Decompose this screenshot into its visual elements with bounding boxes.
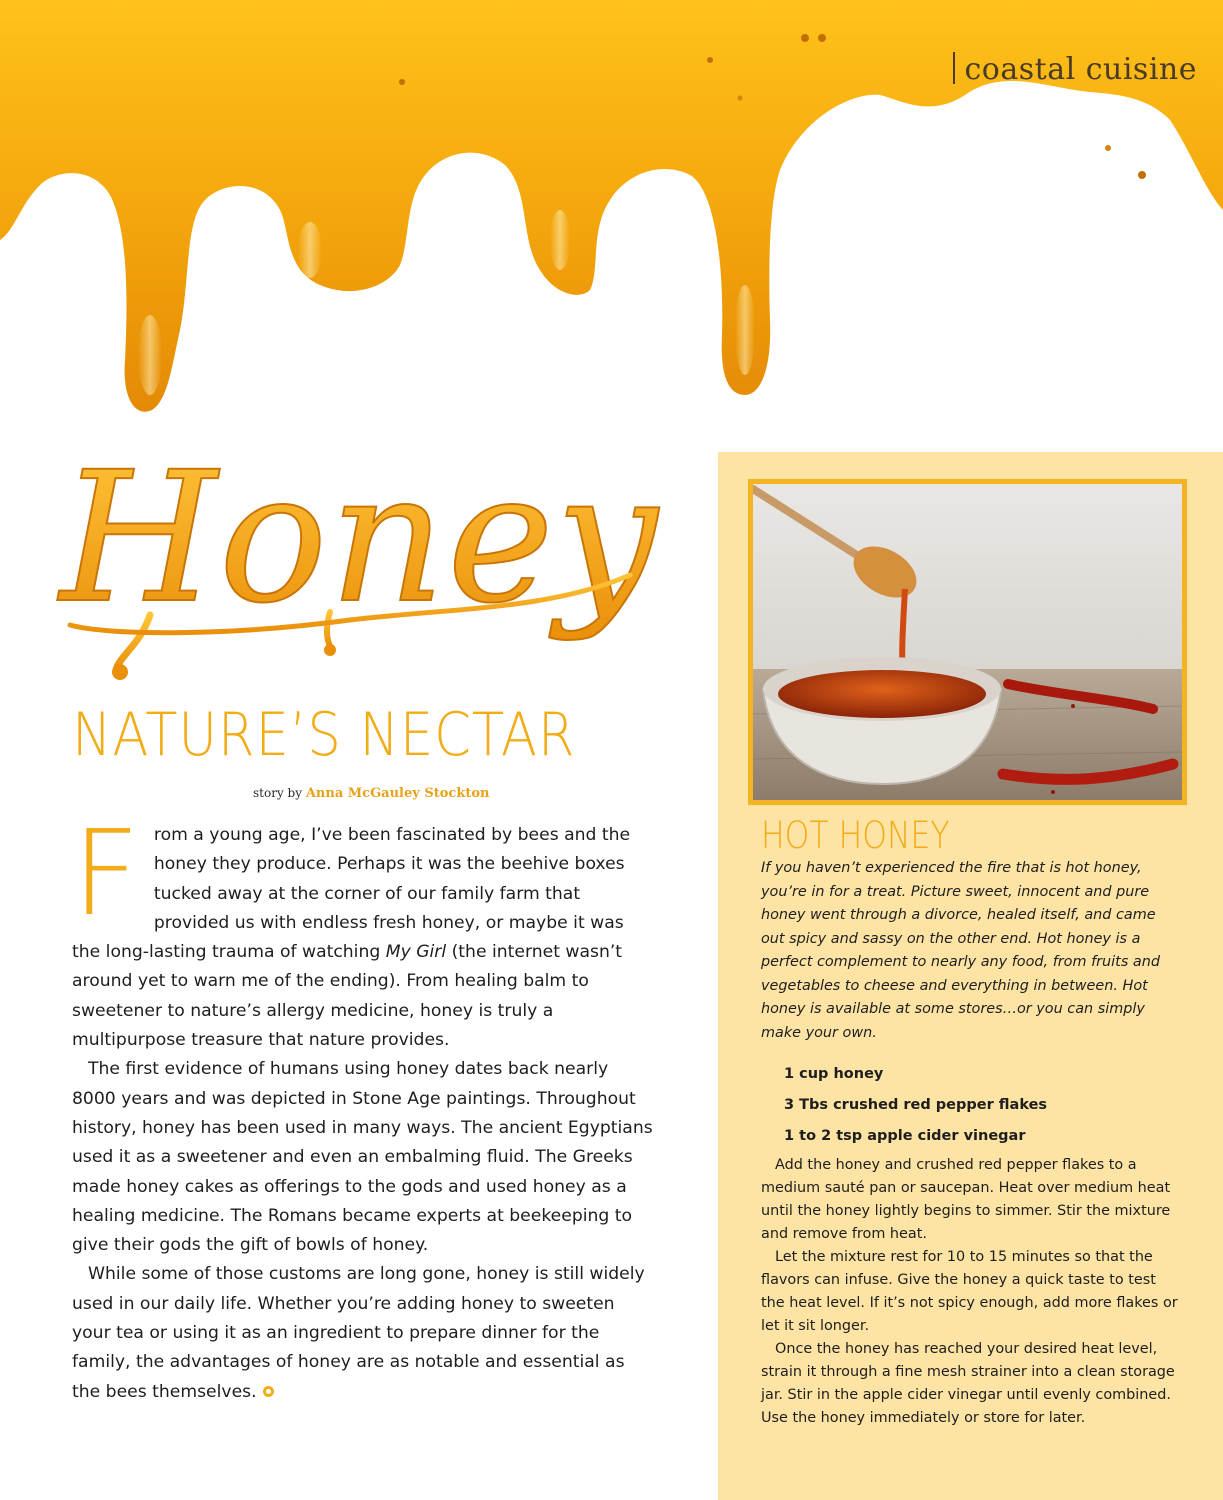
byline-prefix: story by xyxy=(253,786,302,800)
title-text: Honey xyxy=(60,434,660,643)
recipe-step: Once the honey has reached your desired heat level, strain it through a fine mesh strainer into a clean storage jar. Stir in the apple cider vinegar until evenly combined. Use the honey immediately or store for later. xyxy=(761,1341,1175,1426)
article-paragraph: The first evidence of humans using honey dates back nearly 8000 years and was depicted in Stone Age paintings. Throughout history, honey has been used in many ways. The ancient Egyptians used it as a sweetener and even an embalming fluid. The Greeks made honey cakes as offerings to the gods and used honey as a healing medicine. The Romans became experts at beekeeping to give their gods the gift of bowls of honey. xyxy=(72,1059,653,1256)
end-mark-icon xyxy=(263,1386,274,1397)
movie-title: My Girl xyxy=(385,942,447,963)
recipe-steps xyxy=(761,1154,1181,1430)
author-name: Anna McGauley Stockton xyxy=(305,786,490,801)
article-body xyxy=(72,804,657,1407)
ingredient-item: 3 Tbs crushed red pepper flakes xyxy=(784,1097,1048,1113)
paragraph-text: While some of those customs are long gone, honey is still widely used in our daily life. Whether you’re adding honey to sweeten your tea or using it as an ingredient to prepare dinner for the family, the advantages of honey are as notable and essential as the bees themselves. xyxy=(72,1264,645,1402)
divider xyxy=(953,52,955,84)
photo-illustration xyxy=(753,484,1182,800)
sidebar-heading: HOT HONEY xyxy=(761,814,950,857)
subtitle: NATURE’S NECTAR xyxy=(72,700,576,770)
ingredient-item: 1 cup honey xyxy=(784,1066,884,1082)
ingredient-list xyxy=(784,1059,1184,1152)
drop-cap: F xyxy=(72,804,140,942)
paragraph-text: rom a young age, I’ve been fascinated by bees and the honey they produce. Perhaps it was the beehive boxes tucked away at the corner of our family farm that provided us with endless fresh honey, or maybe it was the long-lasting trauma of watching xyxy=(72,825,631,963)
paragraph-text: (the internet wasn’t around yet to warn me of the ending). From healing balm to sweetener to nature’s allergy medicine, honey is truly a multipurpose treasure that nature provides. xyxy=(72,942,623,1051)
recipe-step: Add the honey and crushed red pepper flakes to a medium sauté pan or saucepan. Heat over medium heat until the honey lightly begins to simmer. Stir the mixture and remove from heat. xyxy=(761,1157,1171,1242)
byline xyxy=(253,786,489,801)
hot-honey-sidebar xyxy=(718,452,1223,1500)
sidebar-intro: If you haven’t experienced the fire that is hot honey, you’re in for a treat. Picture sweet, innocent and pure honey went through a divorce, healed itself, and came out spicy and sassy on the other end. Hot honey is a perfect complement to nearly any food, from fruits and vegetables to cheese and everything in between. Hot honey is available at some stores…or you can simply make your own. xyxy=(761,860,1160,1041)
ingredient-item: 1 to 2 tsp apple cider vinegar xyxy=(784,1128,1026,1144)
title-honey xyxy=(30,400,710,700)
section-label-text: coastal cuisine xyxy=(964,52,1197,87)
article-paragraph xyxy=(72,1260,657,1406)
hot-honey-photo xyxy=(748,479,1187,805)
article-paragraph xyxy=(72,804,657,1055)
recipe-step: Let the mixture rest for 10 to 15 minutes so that the flavors can infuse. Give the honey a quick taste to test the heat level. If it’s not spicy enough, add more flakes or let it sit longer. xyxy=(761,1249,1178,1334)
section-label xyxy=(953,52,1198,87)
